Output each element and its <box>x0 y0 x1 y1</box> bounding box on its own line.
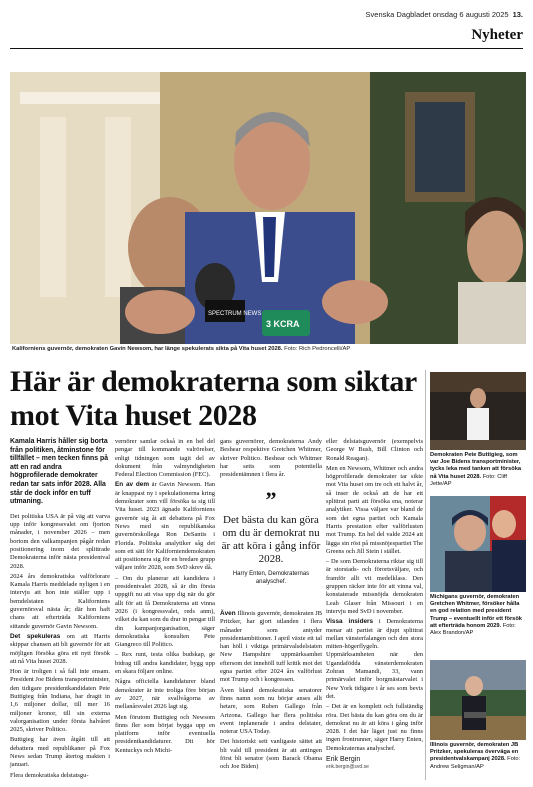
paragraph: Men förutom Buttigieg och Newsom finns fler som börjat bygga upp en plattform inför eventuella presidentkandidaturer. Dit hör Kentuckys och Michi- <box>115 713 215 754</box>
sidebar-credit-2: Foto: Alex Brandon/AP <box>430 622 516 637</box>
main-photo-caption <box>12 346 350 352</box>
paragraph-text: i Demokraterna menar att partiet är djupt splittrat mellan vänsterfalangen och den stora mitten-högerflygeln. Uppmärksamheten när den Ugandafödda vänsterdemokraten Zohran Mamandi, 33, vann primärvalet inför borgmästarvalet i New York tidigare i år ses som bevis det. <box>326 618 423 700</box>
paragraph: Det historiskt sett vanligaste sättet att bli vald till president är att antingen först bli senator (som Barack Obama och Joe Biden) <box>220 738 322 771</box>
main-photo-credit: Foto: Rich Pedroncelli/AP <box>284 346 351 352</box>
paragraph: vernörer samlar också in en hel del pengar till kommande valrörelser, enligt tidningen som tagit del av dokument från valmyndigheten Federal Election Commission (FEC). <box>115 438 215 479</box>
author-email: erik.bergin@svd.se <box>326 764 369 770</box>
sidebar-caption-3 <box>430 742 526 771</box>
sidebar-caption-3-text: Illinois guvernör, demokraten JB Pritzker, spekuleras övervägа en presidentvalskampanj 2028. <box>430 742 519 763</box>
sidebar-caption-2 <box>430 594 526 637</box>
quote-text: Det bästa du kan göra om du är demokrat nu är att köra i gång inför 2028. <box>221 514 321 565</box>
sidebar-credit-1: Foto: Cliff Jette/AP <box>430 473 507 487</box>
paragraph-lead-in: Det spekuleras <box>10 632 61 640</box>
paragraph: Även bland demokratiska senatorer finns namn som nu börjar anses allt hetare, som Ruben Gallego från Arizona. Gallego har flera politiska event inplanerade i andra delstater, noterar USA Today. <box>220 686 322 736</box>
article-column-3-bottom <box>220 610 322 774</box>
article-column-1 <box>10 438 110 782</box>
paragraph: Buttigieg har även åtgått till att debattera med republikaner på Fox News sedan Trump återtog makten i januari. <box>10 736 110 769</box>
section-title: Nyheter <box>471 27 523 43</box>
paragraph: Flera demokratiska delstatsgu- <box>10 771 89 779</box>
paragraph: eller delstatsguvernör (exempelvis George W Bush, Bill Clinton och Ronald Reagan). <box>326 438 423 462</box>
quote-mark: ” <box>265 487 277 512</box>
header-rule <box>10 48 523 49</box>
page-number: 13. <box>512 10 523 19</box>
paragraph: Hon är troligen i så fall inte ensam. President Joe Bidens transportminister, den tidigare presidentkandidaten Pete Buttigieg från Indiana, har dragit in 1,6 miljoner dollar, till mer 16 miljoner kronor, till sin externa valorganisation under första halvåret 2025, skriver Politico. <box>10 668 110 734</box>
sidebar-caption-2-text: Michigans guvernör, demokraten Gretchen Whitmer, försöker hålla en god relation med president Trump – eventuellt inför ett försök att efterträda honom 2029. <box>430 594 522 629</box>
paragraph <box>326 618 423 701</box>
paragraph: Men en Newsom, Whitmer och andra högprofilerade demokrater tar sikte mot Vita huset om tre och ett halvt år, så inser de också att de har ett splittrat parti att försöka ena, noterar analytiker. Vissa väljare var bland de som det egna partiet och Kamala Harris prestation efter valförlusten mot Trump. En hel del valde 2024 att lägga sin röst på missnöjespartiet The Greens och Jill Stein i stället. <box>326 464 423 555</box>
main-photo <box>10 72 526 344</box>
paragraph-text: om att Harris skippar chansen att bli guvernör för att möjligen försöka göra ett nytt försök att nå Vita huset 2028. <box>10 632 111 665</box>
sidebar-photo-3 <box>430 660 526 771</box>
paragraph <box>115 481 215 572</box>
paragraph: Det politiska USA är på väg att varva upp inför kongressvalet om fjorton månader, i november 2026 – men bortom den valkampanjen pågår redan positionering inom det splittrade Demokraterna inför nästa presidentval 2028. <box>10 512 110 570</box>
article-headline: Här är demokraterna som siktar mot Vita huset 2028 <box>10 365 417 432</box>
byline <box>326 756 369 770</box>
paragraph <box>10 633 110 666</box>
sidebar-caption-1 <box>430 452 526 488</box>
paragraph-text: Illinois guvernör, demokraten JB Pritzker, har gjort utlanden i flera månader som antyder presidentambitioner. I april växte ett tal han höll i viktiga primärvalsdelstaten New Hampshire uppmärksamhet eftersom det innehöll tuff kritik mot det egna partiet efter 2024 års valförlust mot Trump och i kongressen. <box>220 610 322 684</box>
article-column-3-top <box>220 438 322 481</box>
article-column-2 <box>115 438 215 757</box>
paragraph: – De som Demokraterna riktar sig till är storstads- och förortsväljare, och framför allt vit medelklass. Den gruppen räcker inte för att vinna val, konstaterade missnöjda demokraten Leah Glaser från Missouri i en intervju med SvD i november. <box>326 558 423 615</box>
paragraph: – Om du planerar att kandidera i presidentvalet 2028, så är din första uppgift nu att visa upp dig när du gör allt för att få Demokraterna att vinna 2026 (i kongressvalet, reds anm), vilket du kan som du drar in pengar till din kampanjorganisation, säger demokratiska konsulten Pete Giangreco till Politico. <box>115 574 215 649</box>
mic-flag-spectrum: SPECTRUM NEWS <box>208 311 262 317</box>
author-name: Erik Bergin <box>326 756 361 763</box>
paragraph-lead-in: Vissa insiders <box>326 618 374 626</box>
paragraph: – Rex runt, testa olika budskap, ge bidrag till andra kandidater, bygg upp en skara följare online. <box>115 651 215 676</box>
paragraph-lead-in: En av dem <box>115 481 149 489</box>
article-lead: Kamala Harris håller sig borta från politiken, åtminstone för tillfället – men tecken finns på att en rad andra högprofilerade demokrater redan tar sats inför 2028. Alla står de dock inför en tuff utmaning. <box>10 438 109 506</box>
date-line: Svenska Dagbladet onsdag 6 augusti 2025 <box>365 10 509 19</box>
mic-flag-kcra: 3 KCRA <box>266 319 300 329</box>
paragraph-lead-in: Även <box>220 610 236 617</box>
pull-quote <box>219 487 323 586</box>
paragraph: gans guvernörer, demokraterna Andy Beshear respektive Gretchen Whitmer, skriver Politico. Beshear och Whitmer har setts som potentiella presidentämnen i flera år. <box>220 438 322 479</box>
paragraph-text: är Gavin Newsom. Han är knappast ny i spekulationerna kring demokrater som vill försöka ta sig till Vita huset. 2023 ägnade Kaliforniens guvernör sig åt att debattera på Fox News med sin republikanska guvernörskollega Ron DeSantis i Florida. Politiska analytiker såg det som ett sätt för Kaliforniendemokraten att positionera sig för en bredare grupp väljare inför 2028, som SvD skrev då. <box>115 481 215 572</box>
paragraph: Några officiella kandidaturer bland demokrater är inte troliga före början av 2027, när svallvågorna av mellanårsvalet 2026 lagt sig. <box>115 678 215 711</box>
sidebar-caption-1-text: Demokraten Pete Buttigieg, som var Joe Bidens transportminister, tycks leka med tanken att försöka nå Vita huset 2028. <box>430 452 522 480</box>
paragraph: – Det är en komplett och fullständig röra. Det bästa du kan göra om du är demokrat nu är att köra i gång inför 2028. I det här läget just nu finns ingen frontrunner, säger Harry Enten, Demokraternas analyschef. <box>326 703 423 752</box>
paragraph <box>220 610 322 685</box>
quote-source: Harry Enten, Demokraternas analyschef. <box>232 571 310 585</box>
sidebar-photo-1 <box>430 372 526 488</box>
main-caption-text: Kaliforniens guvernör, demokraten Gavin Newsom, har länge spekulerats sikta på Vita huset 2028. <box>12 346 283 352</box>
masthead-date-line <box>366 10 523 19</box>
paragraph: 2024 års demokratiska valförlorare Kamala Harris meddelade nyligen i en intervju att hon inte ställer upp i bemdelstaten Kaliforniens guvernörsval nästa år; där hon haft chans att efterträda Kaliforniens sittande guvernör Gavin Newsom. <box>10 572 110 630</box>
column-rule <box>425 370 426 780</box>
article-column-4 <box>326 438 423 755</box>
sidebar-photo-2 <box>430 496 526 637</box>
sidebar-credit-3: Foto: Andrew Seligman/AP <box>430 756 521 770</box>
